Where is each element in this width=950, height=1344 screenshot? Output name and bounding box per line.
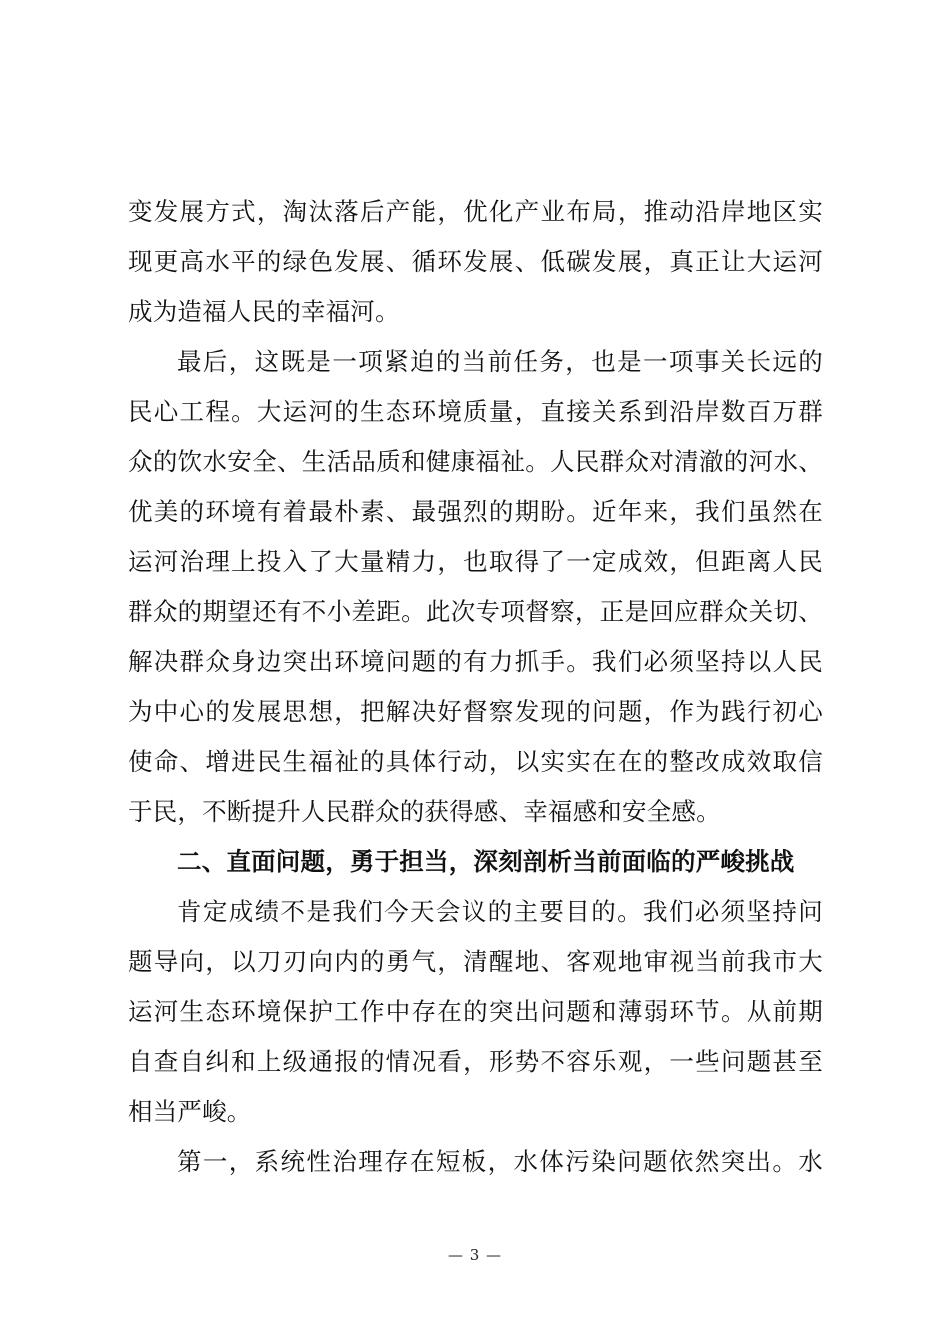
page-number: — 3 — [447,1246,503,1264]
text-line: 第一，系统性治理存在短板，水体污染问题依然突出。水 [177,1147,823,1176]
text-line: 于民，不断提升人民群众的获得感、幸福感和安全感。 [128,797,721,826]
section-heading [128,837,823,887]
text-line: 题导向，以刀刃向内的勇气，清醒地、客观地审视当前我市大 [128,947,823,976]
paragraph-first-point [128,1137,823,1187]
text-line: 相当严峻。 [128,1097,252,1126]
text-line: 自查自纠和上级通报的情况看，形势不容乐观，一些问题甚至 [128,1047,823,1076]
text-line: 变发展方式，淘汰落后产能，优化产业布局，推动沿岸地区实 [128,197,823,226]
text-line: 最后，这既是一项紧迫的当前任务，也是一项事关长远的 [177,347,823,376]
text-line: 运河生态环境保护工作中存在的突出问题和薄弱环节。从前期 [128,997,823,1026]
text-line: 使命、增进民生福祉的具体行动，以实实在在的整改成效取信 [128,747,823,776]
text-line: 民心工程。大运河的生态环境质量，直接关系到沿岸数百万群 [128,397,823,426]
heading-line: 二、直面问题，勇于担当，深刻剖析当前面临的严峻挑战 [177,847,795,876]
text-line: 成为造福人民的幸福河。 [128,297,400,326]
paragraph-finally [128,337,823,837]
text-line: 解决群众身边突出环境问题的有力抓手。我们必须坚持以人民 [128,647,823,676]
text-line: 优美的环境有着最朴素、最强烈的期盼。近年来，我们虽然在 [128,497,823,526]
text-line: 运河治理上投入了大量精力，也取得了一定成效，但距离人民 [128,547,823,576]
document-body [128,187,823,1187]
text-line: 群众的期望还有不小差距。此次专项督察，正是回应群众关切、 [128,597,823,626]
paragraph-continuation [128,187,823,337]
text-line: 现更高水平的绿色发展、循环发展、低碳发展，真正让大运河 [128,247,823,276]
text-line: 为中心的发展思想，把解决好督察发现的问题，作为践行初心 [128,697,823,726]
text-line: 众的饮水安全、生活品质和健康福祉。人民群众对清澈的河水、 [128,447,823,476]
paragraph-problem-oriented [128,887,823,1137]
text-line: 肯定成绩不是我们今天会议的主要目的。我们必须坚持问 [177,897,823,926]
